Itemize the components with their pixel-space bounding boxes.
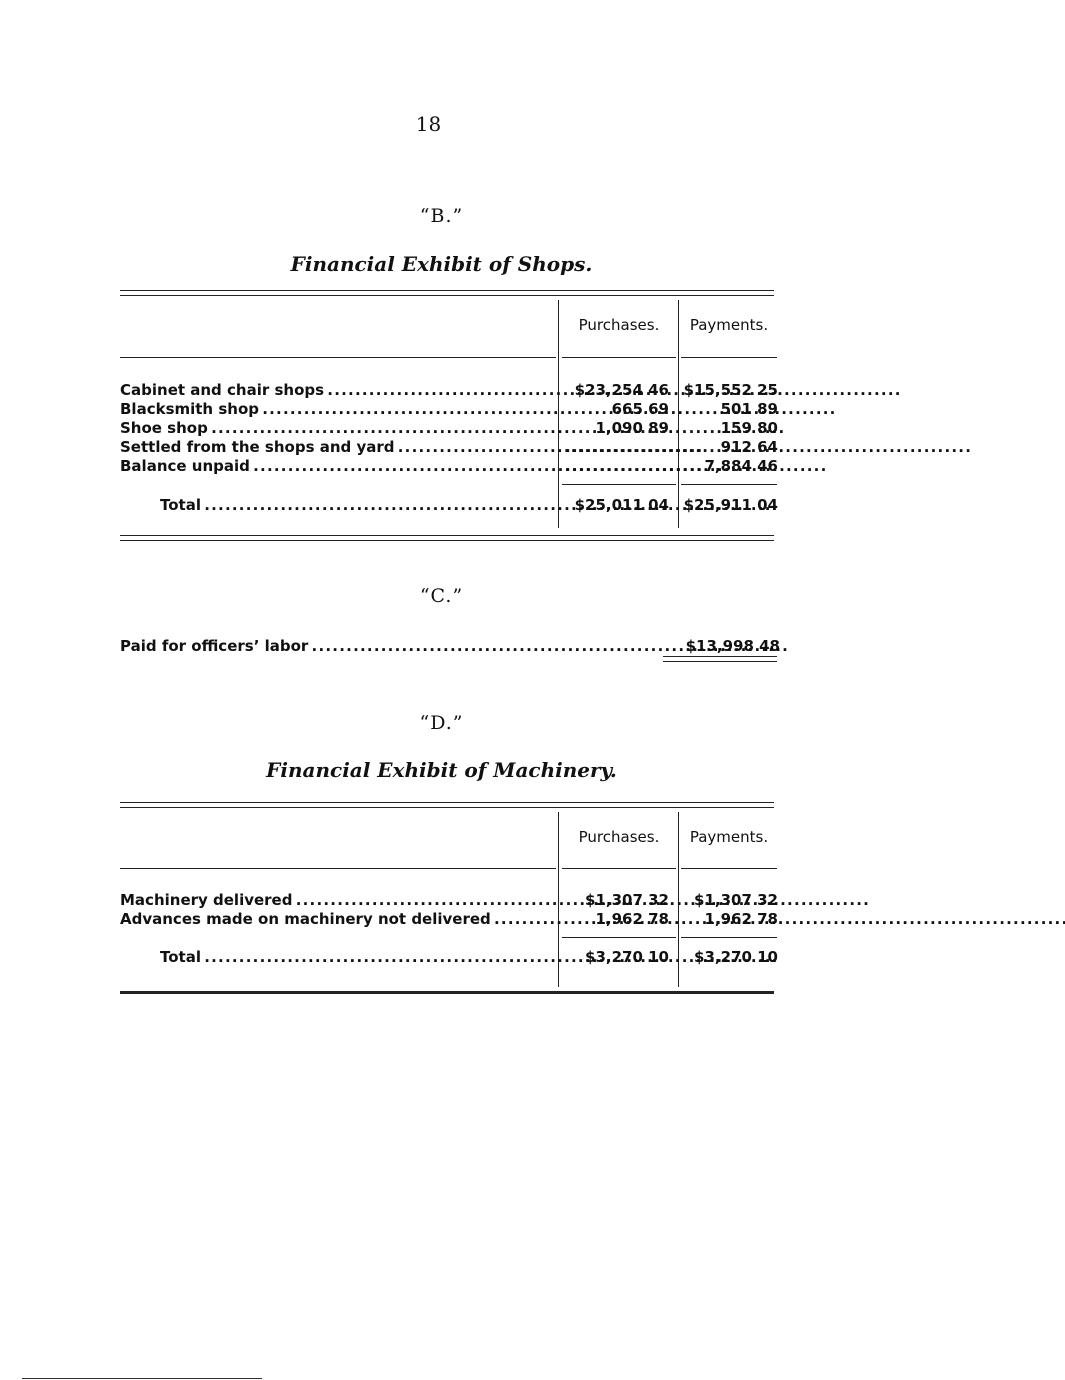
empty-purchases-leader: . . . . . . . . . . . . . . . . . . . . [565, 438, 701, 456]
total-label: Total . . . [160, 496, 558, 515]
total-rule [681, 484, 777, 485]
table-bottom-rule [120, 535, 774, 541]
table-top-rule [120, 290, 774, 296]
page-number: 18 [415, 112, 442, 136]
header-rule [562, 868, 676, 869]
section-d-letter: “D.” [419, 712, 464, 734]
row-purchases: $1,307 32 [585, 891, 669, 909]
section-d-title: Financial Exhibit of Machinery. [266, 758, 617, 782]
empty-purchases-leader: . . . . . . . . . . . . . . . . . . . . [565, 457, 701, 475]
row-purchases: 1,090 89 [595, 419, 669, 437]
header-rule [681, 357, 777, 358]
row-payments: $1,307 32 [694, 891, 778, 909]
total-rule [681, 937, 777, 938]
total-payments: $3,270 10 [694, 948, 778, 966]
row-label: Advances made on machinery not delivered . . . [120, 910, 558, 929]
table-row [120, 419, 780, 438]
amount-double-rule [663, 656, 777, 662]
row-payments: 159 80 [720, 419, 778, 437]
purchases-header: Purchases. [578, 316, 660, 334]
section-c-letter: “C.” [419, 585, 464, 607]
header-rule [120, 357, 556, 358]
officers-labor-row [120, 636, 780, 656]
section-b-title: Financial Exhibit of Shops. [290, 252, 593, 276]
total-row [120, 496, 780, 515]
row-label: Blacksmith shop . . . [120, 400, 558, 419]
payments-header: Payments. [689, 316, 769, 334]
payments-header: Payments. [689, 828, 769, 846]
total-row [120, 948, 780, 967]
officers-labor-amount: $13,998 48 [685, 637, 780, 655]
footer-rule [22, 1378, 262, 1379]
row-label: Cabinet and chair shops . . . [120, 381, 558, 400]
row-purchases: 1,962 78 [595, 910, 669, 928]
total-payments: $25,911 04 [683, 496, 778, 514]
row-purchases: 665 69 [611, 400, 669, 418]
header-rule [562, 357, 676, 358]
total-rule [562, 484, 676, 485]
row-label: Shoe shop . . . [120, 419, 558, 438]
table-row [120, 910, 780, 929]
total-purchases: $3,270 10 [585, 948, 669, 966]
table-row [120, 457, 780, 476]
purchases-header: Purchases. [578, 828, 660, 846]
total-label: Total . . . [160, 948, 558, 967]
table-row [120, 438, 780, 457]
header-rule [681, 868, 777, 869]
officers-labor-label: Paid for officers’ labor . . . [120, 636, 665, 656]
total-rule [562, 937, 676, 938]
row-purchases: $23,254 46 [574, 381, 669, 399]
row-payments: 912 64 [720, 438, 778, 456]
table-row [120, 381, 780, 400]
total-purchases: $25,011 04 [574, 496, 669, 514]
table-row [120, 400, 780, 419]
table-top-rule [120, 802, 774, 808]
row-payments: 7,884 46 [704, 457, 778, 475]
row-label: Machinery delivered . . . [120, 891, 558, 910]
row-label: Settled from the shops and yard . . . [120, 438, 558, 457]
section-b-letter: “B.” [419, 205, 464, 227]
header-rule [120, 868, 556, 869]
row-payments: 1,962 78 [704, 910, 778, 928]
table-row [120, 891, 780, 910]
row-payments: 501 89 [720, 400, 778, 418]
row-payments: $15,552 25 [683, 381, 778, 399]
row-label: Balance unpaid . . . [120, 457, 558, 476]
table-bottom-rule [120, 991, 774, 994]
